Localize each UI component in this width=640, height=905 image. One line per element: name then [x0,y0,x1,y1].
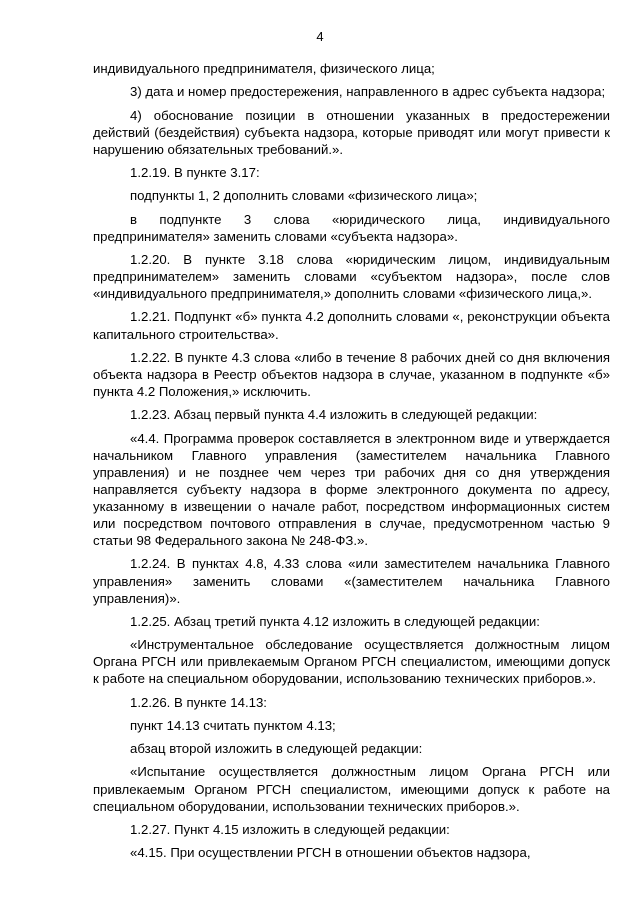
paragraph: 1.2.20. В пункте 3.18 слова «юридическим лицом, индивидуальным предпринимателем» заменить словами «субъектом надзора», после слов «индивидуального предпринимателя,» дополнить словами «физического лица,». [93,251,610,302]
paragraph: 1.2.27. Пункт 4.15 изложить в следующей редакции: [130,821,450,837]
paragraph: «Инструментальное обследование осуществляется должностным лицом Органа РГСН или привлекаемым Органом РГСН специалистом, имеющими допуск к работе на специальном оборудовании, использованию технических приборов.». [93,637,610,687]
paragraph: 1.2.23. Абзац первый пункта 4.4 изложить в следующей редакции: [130,407,538,423]
paragraph: 1.2.22. В пункте 4.3 слова «либо в течение 8 рабочих дней со дня включения объекта надзора в Реестр объектов надзора в случае, указанном в подпункте «б» пункта 4.2 Положения,» исключить. [93,349,610,399]
document-body [93,60,610,861]
paragraph: в подпункте 3 слова «юридического лица, индивидуального предпринимателя» заменить словами «субъекта надзора». [93,211,610,244]
paragraph: 1.2.26. В пункте 14.13: [130,694,267,710]
paragraph: 1.2.21. Подпункт «б» пункта 4.2 дополнить словами «, реконструкции объекта капитального строительства». [93,309,610,342]
paragraph: «4.15. При осуществлении РГСН в отношении объектов надзора, [130,845,531,861]
paragraph: 1.2.25. Абзац третий пункта 4.12 изложить в следующей редакции: [130,613,540,629]
paragraph: «4.4. Программа проверок составляется в электронном виде и утверждается начальником Главного управления (заместителем начальника Главного управления) и не позднее чем через три рабочих дня со дня утверждения направляется субъекту надзора в форме электронного документа по адресу, указанному в извещении о начале работ, посредством информационных систем или посредством почтового отправления в случае, предусмотренном частью 9 статьи 98 Федерального закона № 248-ФЗ.». [93,430,610,549]
paragraph: 3) дата и номер предостережения, направленного в адрес субъекта надзора; [130,84,606,100]
paragraph: 1.2.19. В пункте 3.17: [130,165,260,181]
paragraph: индивидуального предпринимателя, физического лица; [93,61,435,76]
paragraph: пункт 14.13 считать пунктом 4.13; [130,717,336,733]
paragraph: подпункты 1, 2 дополнить словами «физического лица»; [130,188,478,204]
paragraph: абзац второй изложить в следующей редакции: [130,741,423,757]
page-number: 4 [316,29,324,44]
paragraph: «Испытание осуществляется должностным лицом Органа РГСН или привлекаемым Органом РГСН специалистом, имеющими допуск к работе на специальном оборудовании, использовании технических приборов.». [93,764,610,814]
paragraph: 4) обоснование позиции в отношении указанных в предостережении действий (бездействия) субъекта надзора, которые приводят или могут привести к нарушению обязательных требований.». [93,107,610,157]
paragraph: 1.2.24. В пунктах 4.8, 4.33 слова «или заместителем начальника Главного управления» заменить словами «(заместителем начальника Главного управления)». [93,556,610,606]
